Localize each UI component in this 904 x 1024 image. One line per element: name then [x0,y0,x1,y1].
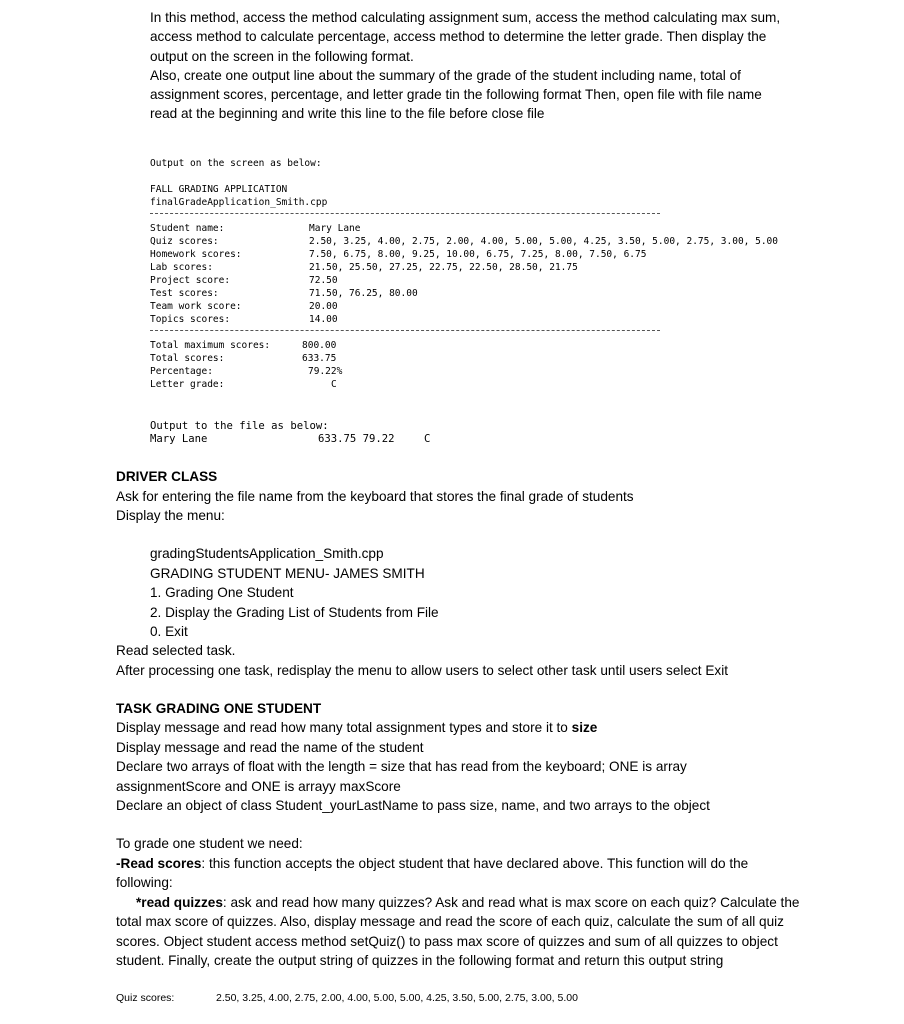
driver-heading: DRIVER CLASS [116,469,218,484]
percentage-value: 79.22% [308,366,343,377]
row-label-topics: Topics scores: [150,314,231,325]
total-scores-label: Total scores: [150,353,225,364]
row-value-test: 71.50, 76.25, 80.00 [309,288,418,299]
grade-line-7: student. Finally, create the output string of quizzes in the following format and return this output string [116,953,724,968]
file-output-scores: 633.75 79.22 [318,433,395,445]
grade-line-3: following: [116,875,173,890]
menu-filename: gradingStudentsApplication_Smith.cpp [150,546,384,561]
intro-line-2: access method to calculate percentage, access method to determine the letter grade. Then display the [150,29,767,44]
task-line-1-text: Display message and read how many total assignment types and store it to [116,720,572,735]
quiz-line-value: 2.50, 3.25, 4.00, 2.75, 2.00, 4.00, 5.00, 5.00, 4.25, 3.50, 5.00, 2.75, 3.00, 5.00 [216,992,578,1004]
intro-line-5: assignment scores, percentage, and letter grade tin the following format Then, open file with file name [150,87,762,102]
file-output-caption: Output to the file as below: [150,420,329,432]
task-line-4: assignmentScore and ONE is arrayy maxScore [116,779,401,794]
letter-grade-label: Letter grade: [150,379,225,390]
menu-item-2: 2. Display the Grading List of Students from File [150,605,439,620]
percentage-label: Percentage: [150,366,213,377]
grade-line-4-text: : ask and read how many quizzes? Ask and read what is max score on each quiz? Calculate the [222,895,800,910]
menu-item-0: 0. Exit [150,624,188,639]
grade-line-2-text: : this function accepts the object student that have declared above. This function will do the [201,856,749,871]
driver-line-1: Ask for entering the file name from the keyboard that stores the final grade of students [116,489,634,504]
quiz-line-label: Quiz scores: [116,992,175,1004]
grade-line-2 [116,854,748,873]
file-output-name: Mary Lane [150,433,208,445]
row-value-lab: 21.50, 25.50, 27.25, 22.75, 22.50, 28.50, 21.75 [309,262,578,273]
row-label-homework: Homework scores: [150,249,242,260]
screen-output-caption: Output on the screen as below: [150,158,322,169]
total-scores-value: 633.75 [302,353,337,364]
row-label-project: Project score: [150,275,231,286]
task-line-1 [116,718,597,737]
row-label-student-name: Student name: [150,223,225,234]
letter-grade-value: C [331,379,337,390]
size-keyword: size [571,720,598,735]
row-label-test: Test scores: [150,288,219,299]
file-output-grade: C [424,433,431,445]
intro-line-4: Also, create one output line about the summary of the grade of the student including name, total of [150,68,741,83]
row-value-homework: 7.50, 6.75, 8.00, 9.25, 10.00, 6.75, 7.25, 8.00, 7.50, 6.75 [309,249,647,260]
total-max-label: Total maximum scores: [150,340,271,351]
divider-top [150,213,660,214]
grade-line-1: To grade one student we need: [116,836,303,851]
driver-line-2: Display the menu: [116,508,225,523]
app-filename: finalGradeApplication_Smith.cpp [150,197,328,208]
total-max-value: 800.00 [302,340,337,351]
task-line-2: Display message and read the name of the student [116,740,424,755]
driver-line-4: After processing one task, redisplay the menu to allow users to select other task until users select Exit [116,663,729,678]
app-title: FALL GRADING APPLICATION [150,184,288,195]
menu-title: GRADING STUDENT MENU- JAMES SMITH [150,566,425,581]
task-line-5: Declare an object of class Student_yourLastName to pass size, name, and two arrays to the object [116,798,710,813]
row-value-project: 72.50 [309,275,338,286]
menu-item-1: 1. Grading One Student [150,585,294,600]
read-scores-keyword: -Read scores [116,856,202,871]
grade-line-5: total max score of quizzes. Also, display message and read the score of each quiz, calculate the sum of all quiz [116,914,784,929]
row-value-quiz: 2.50, 3.25, 4.00, 2.75, 2.00, 4.00, 5.00, 5.00, 4.25, 3.50, 5.00, 2.75, 3.00, 5.00 [309,236,778,247]
intro-line-6: read at the beginning and write this line to the file before close file [150,106,545,121]
row-value-teamwork: 20.00 [309,301,338,312]
row-label-teamwork: Team work score: [150,301,242,312]
task-line-3: Declare two arrays of float with the length = size that has read from the keyboard; ONE is array [116,759,687,774]
divider-bottom [150,330,660,331]
row-value-student-name: Mary Lane [309,223,361,234]
grade-line-4 [136,893,799,912]
row-label-lab: Lab scores: [150,262,213,273]
grade-line-6: scores. Object student access method setQuiz() to pass max score of quizzes and sum of all quizzes to object [116,934,778,949]
intro-line-3: output on the screen in the following format. [150,49,414,64]
row-value-topics: 14.00 [309,314,338,325]
task-heading: TASK GRADING ONE STUDENT [116,701,322,716]
intro-line-1: In this method, access the method calculating assignment sum, access the method calculating max sum, [150,10,781,25]
driver-line-3: Read selected task. [116,643,236,658]
row-label-quiz: Quiz scores: [150,236,219,247]
read-quizzes-keyword: *read quizzes [136,895,223,910]
